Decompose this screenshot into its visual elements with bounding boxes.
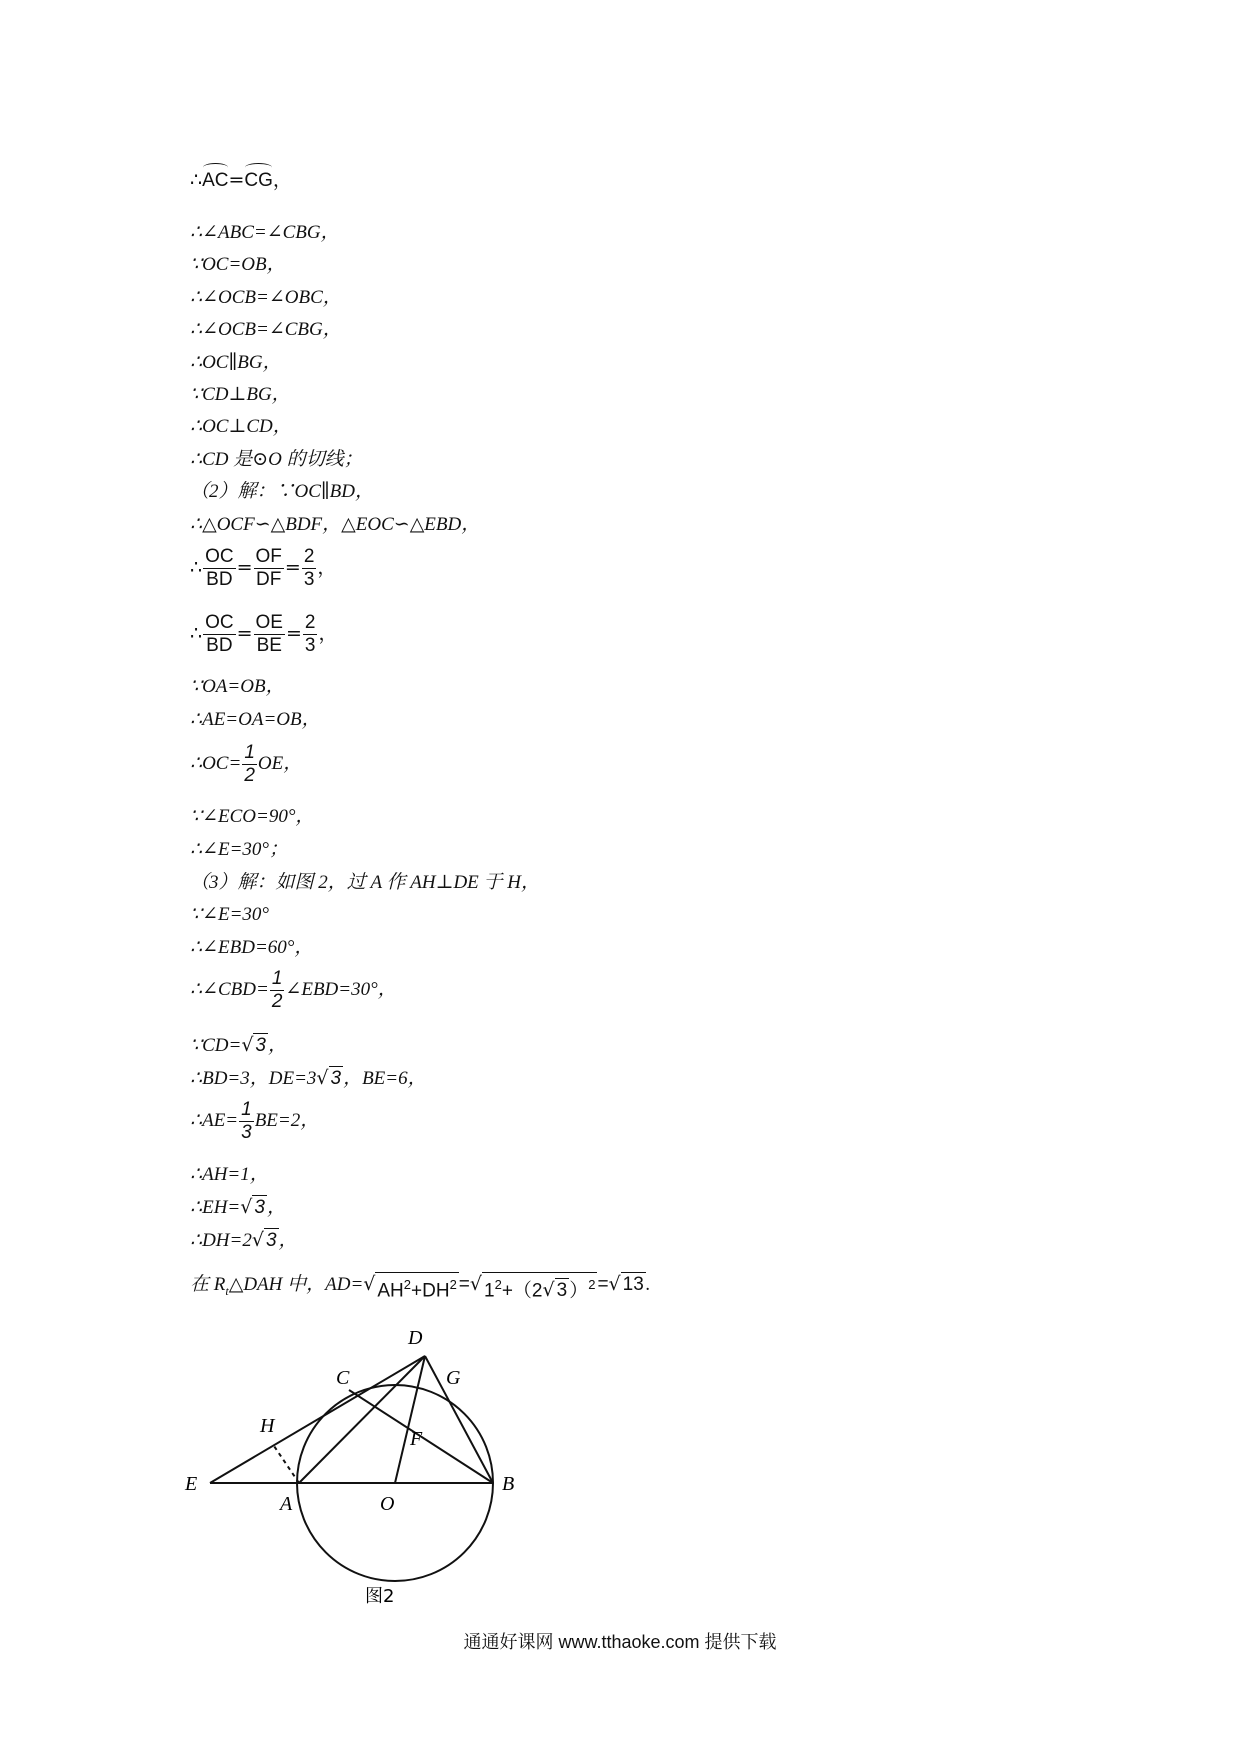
geometry-figure (180, 1320, 560, 1610)
label-e: E (185, 1473, 198, 1495)
sqrt-3-b: √ 3 (316, 1067, 342, 1089)
label-h: H (260, 1415, 275, 1437)
line-14: ∵OA=OB， (190, 676, 285, 697)
fraction-oc-bd-2: $\frac{OC}{BD}$ (205, 612, 234, 656)
label-b: B (502, 1473, 515, 1495)
line-3: ∵OC=OB， (190, 254, 286, 275)
line-15: ∴AE=OA=OB， (190, 709, 321, 730)
line-7: ∵CD⊥BG， (190, 384, 291, 405)
label-d: D (408, 1327, 423, 1349)
line-29: 在 $R_t\triangle DAH$ 中，AD= √ $AH^2+DH^2$ = √ $1^2+(2$ √ 3 ）$^2$ = √ 13 . (190, 1273, 651, 1302)
fraction-oc-bd: $\frac{OC}{BD}$ (205, 546, 234, 590)
figure-caption: 图2 (365, 1586, 395, 1607)
line-10: （2）解：∵OC∥BD， (190, 481, 374, 502)
sqrt-3: √ 3 (241, 1034, 266, 1056)
line-18: ∴∠E=30°； (190, 839, 289, 860)
line-1: ∴AC=CG， (190, 169, 292, 191)
line-13: ∴ $\frac{OC}{BD}$ = $\frac{OE}{BE}$ = $\frac{2}{3}$ ， (190, 612, 338, 656)
label-a: A (280, 1493, 293, 1515)
sqrt-1-2sqrt3: √ $1^2+(2$ √ 3 ）$^2$ (469, 1273, 596, 1302)
line-9: ∴CD 是⊙O 的切线； (190, 449, 363, 470)
line-27: ∴EH= √ 3 ， (190, 1196, 286, 1218)
footer: 通通好课网 www.tthaoke.com 提供下载 (463, 1632, 777, 1652)
line-26: ∴AH=1， (190, 1164, 269, 1185)
line-21: ∴∠EBD=60°， (190, 937, 314, 958)
line-2: ∴∠ABC=∠CBG， (190, 222, 340, 243)
sqrt-3-c: √ 3 (240, 1196, 265, 1218)
sqrt-3-d: √ 3 (251, 1229, 277, 1251)
label-o: O (380, 1493, 395, 1515)
fraction-2-3-b: $\frac{2}{3}$ (304, 612, 316, 656)
sqrt-ah-dh: √ $AH^2+DH^2$ (363, 1273, 457, 1302)
arc-ac: AC (202, 170, 229, 191)
line-4: ∴∠OCB=∠OBC， (190, 287, 342, 308)
line-25: ∴AE= $\frac{1}{3}$ BE=2， (190, 1099, 320, 1143)
label-c: C (336, 1367, 350, 1389)
label-g: G (446, 1367, 461, 1389)
line-od (395, 1356, 425, 1483)
line-12: ∴ $\frac{OC}{BD}$ = $\frac{OF}{DF}$ = $\frac{2}{3}$ ， (190, 546, 337, 590)
sqrt-13: √ 13 (608, 1273, 644, 1295)
line-17: ∵∠ECO=90°， (190, 806, 315, 827)
fraction-1-2: $\frac{1}{2}$ (244, 742, 255, 786)
fraction-of-df: $\frac{OF}{DF}$ (255, 546, 282, 590)
line-20: ∵∠E=30° (190, 904, 270, 925)
line-ah (274, 1446, 299, 1483)
line-22: ∴∠CBD= $\frac{1}{2}$ ∠EBD=30°， (190, 968, 397, 1012)
line-24: ∴BD=3，DE=3 √ 3 ，BE=6， (190, 1067, 427, 1089)
label-f: F (410, 1428, 423, 1450)
line-28: ∴DH=2 √ 3 ， (190, 1229, 298, 1251)
fraction-oe-be: $\frac{OE}{BE}$ (255, 612, 283, 656)
line-8: ∴OC⊥CD， (190, 416, 292, 437)
line-5: ∴∠OCB=∠CBG， (190, 319, 342, 340)
line-23: ∵CD= √ 3 ， (190, 1034, 288, 1056)
fraction-2-3: $\frac{2}{3}$ (303, 546, 315, 590)
line-16: ∴OC= $\frac{1}{2}$ OE， (190, 742, 303, 786)
sqrt-3-inner: √ 3 (542, 1279, 568, 1302)
arc-cg: CG (244, 170, 273, 191)
fraction-1-2-b: $\frac{1}{2}$ (271, 968, 283, 1012)
line-6: ∴OC∥BG， (190, 352, 282, 373)
line-11: ∴△OCF∽△BDF，△EOC∽△EBD， (190, 514, 481, 535)
fraction-1-3: $\frac{1}{3}$ (241, 1099, 252, 1143)
line-19: （3）解：如图 2，过 A 作 AH⊥DE 于 H， (190, 872, 541, 893)
